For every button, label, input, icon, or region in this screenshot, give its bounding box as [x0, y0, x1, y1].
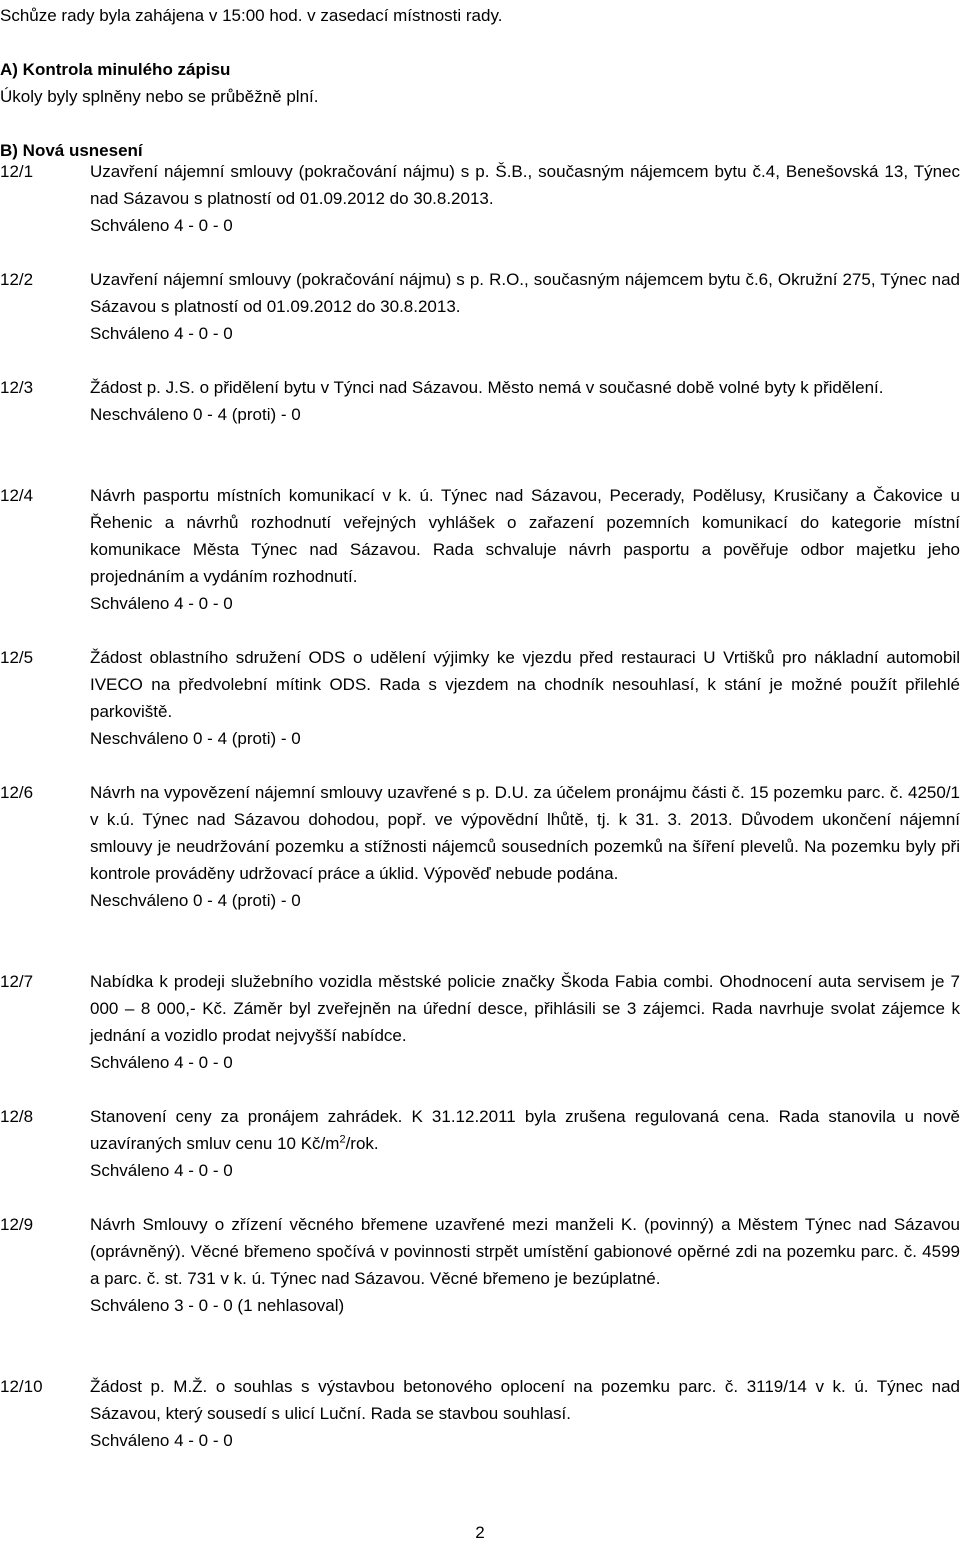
resolution-body — [90, 1211, 960, 1319]
resolution-vote: Schváleno 4 - 0 - 0 — [90, 1431, 233, 1450]
resolution-vote: Schváleno 4 - 0 - 0 — [90, 324, 233, 343]
section-a-text: Úkoly byly splněny nebo se průběžně plní. — [0, 87, 319, 106]
resolution-vote: Schváleno 3 - 0 - 0 (1 nehlasoval) — [90, 1296, 345, 1315]
resolution-vote: Neschváleno 0 - 4 (proti) - 0 — [90, 891, 301, 910]
resolution-body — [90, 1373, 960, 1454]
resolution-text: Stanovení ceny za pronájem zahrádek. K 31.12.2011 byla zrušena regulovaná cena. Rada stanovila u nově uzavíraných smluv cenu 10 Kč/m — [90, 1107, 960, 1153]
resolution-vote: Neschváleno 0 - 4 (proti) - 0 — [90, 729, 301, 748]
resolution-body — [90, 266, 960, 347]
section-a-title: A) Kontrola minulého zápisu — [0, 60, 231, 79]
resolution-body — [90, 779, 960, 914]
resolution-vote: Schváleno 4 - 0 - 0 — [90, 1161, 233, 1180]
resolution-body — [90, 158, 960, 239]
resolution-text: Uzavření nájemní smlouvy (pokračování nájmu) s p. R.O., současným nájemcem bytu č.6, Okružní 275, Týnec nad Sázavou s platností od 01.09.2012 do 30.8.2013. — [90, 270, 960, 316]
resolution-number: 12/10 — [0, 1377, 43, 1396]
spacer — [0, 29, 960, 56]
resolution-vote: Neschváleno 0 - 4 (proti) - 0 — [90, 405, 301, 424]
superscript: 2 — [339, 1133, 346, 1146]
resolution-body — [90, 968, 960, 1076]
resolution-vote: Schváleno 4 - 0 - 0 — [90, 1053, 233, 1072]
resolution-body — [90, 482, 960, 617]
resolution-text: Žádost p. J.S. o přidělení bytu v Týnci nad Sázavou. Město nemá v současné době volné byty k přidělení. — [90, 378, 884, 397]
resolution-body — [90, 1103, 960, 1184]
resolution-text-suffix: /rok. — [345, 1134, 379, 1153]
page-number: 2 — [475, 1523, 485, 1542]
resolution-text: Návrh Smlouvy o zřízení věcného břemene uzavřené mezi manželi K. (povinný) a Městem Týnec nad Sázavou (oprávněný). Věcné břemeno spočívá v povinnosti strpět umístění gabionové opěrné zdi na pozemku parc. č. 4599 a parc. č. st. 731 v k. ú. Týnec nad Sázavou. Věcné břemeno je bezúplatné. — [90, 1215, 960, 1288]
resolution-vote: Schváleno 4 - 0 - 0 — [90, 594, 233, 613]
resolution-number: 12/1 — [0, 162, 34, 181]
resolution-number: 12/6 — [0, 783, 34, 802]
intro-section — [0, 2, 960, 164]
resolution-text: Návrh na vypovězení nájemní smlouvy uzavřené s p. D.U. za účelem pronájmu části č. 15 pozemku parc. č. 4250/1 v k.ú. Týnec nad Sázavou dohodou, popř. ve výpovědní lhůtě, tj. k 31. 3. 2013. Důvodem ukončení nájemní smlouvy je neudržování pozemku a stížnosti nájemců sousedních pozemků na šíření plevelů. Na pozemku byly při kontrole prováděny udržovací práce a úklid. Výpověď nebude podána. — [90, 783, 960, 883]
spacer — [0, 110, 960, 137]
section-b-title: B) Nová usnesení — [0, 141, 143, 160]
resolution-text: Žádost oblastního sdružení ODS o udělení výjimky ke vjezdu před restauraci U Vrtišků pro nákladní automobil IVECO na předvolební mítink ODS. Rada s vjezdem na chodník nesouhlasí, k stání je možné použít přilehlé parkoviště. — [90, 648, 960, 721]
resolution-text: Žádost p. M.Ž. o souhlas s výstavbou betonového oplocení na pozemku parc. č. 3119/14 v k. ú. Týnec nad Sázavou, který sousedí s ulicí Luční. Rada se stavbou souhlasí. — [90, 1377, 960, 1423]
resolution-body — [90, 374, 960, 428]
resolution-text: Návrh pasportu místních komunikací v k. ú. Týnec nad Sázavou, Pecerady, Podělusy, Krusičany a Čakovice u Řehenic a návrhů rozhodnutí veřejných vyhlášek o zařazení pozemních komunikací do kategorie místní komunikace Města Týnec nad Sázavou. Rada schvaluje návrh pasportu a pověřuje odbor majetku jeho projednáním a vydáním rozhodnutí. — [90, 486, 960, 586]
resolution-number: 12/7 — [0, 972, 34, 991]
resolution-number: 12/8 — [0, 1107, 34, 1126]
resolution-number: 12/3 — [0, 378, 34, 397]
resolution-text: Nabídka k prodeji služebního vozidla městské policie značky Škoda Fabia combi. Ohodnocení auta servisem je 7 000 – 8 000,- Kč. Záměr byl zveřejněn na úřední desce, přihlásili se 3 zájemci. Rada navrhuje svolat zájemce k jednání a vozidlo prodat nejvyšší nabídce. — [90, 972, 960, 1045]
resolution-number: 12/4 — [0, 486, 34, 505]
opening-line: Schůze rady byla zahájena v 15:00 hod. v zasedací místnosti rady. — [0, 6, 503, 25]
resolution-vote: Schváleno 4 - 0 - 0 — [90, 216, 233, 235]
resolution-body — [90, 644, 960, 752]
resolution-number: 12/5 — [0, 648, 34, 667]
resolution-number: 12/9 — [0, 1215, 34, 1234]
resolution-text: Uzavření nájemní smlouvy (pokračování nájmu) s p. Š.B., současným nájemcem bytu č.4, Benešovská 13, Týnec nad Sázavou s platností od 01.09.2012 do 30.8.2013. — [90, 162, 960, 208]
resolution-number: 12/2 — [0, 270, 34, 289]
